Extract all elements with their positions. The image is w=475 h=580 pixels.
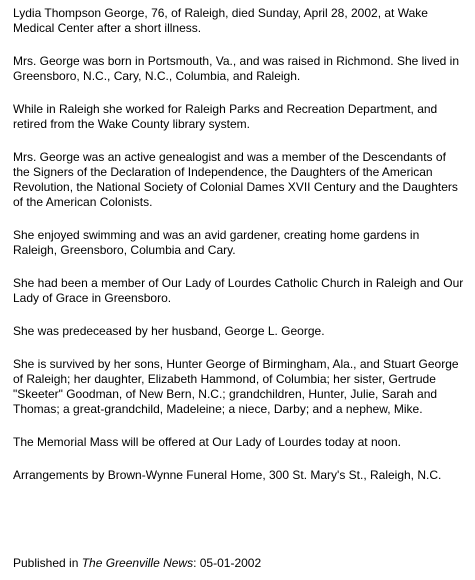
obituary-paragraph-arrangements: Arrangements by Brown-Wynne Funeral Home, 300 St. Mary's St., Raleigh, N.C. — [13, 468, 442, 482]
obituary-paragraph-church: She had been a member of Our Lady of Lourdes Catholic Church in Raleigh and Our Lady of Grace in Greensboro. — [13, 276, 464, 305]
obituary-document — [13, 6, 465, 570]
obituary-paragraph-career: While in Raleigh she worked for Raleigh Parks and Recreation Department, and retired from the Wake County library system. — [13, 102, 438, 131]
obituary-paragraph-survivors: She is survived by her sons, Hunter George of Birmingham, Ala., and Stuart George of Raleigh; her daughter, Elizabeth Hammond, of Columbia; her sister, Gertrude "Skeeter" Goodman, of New Bern, N.C.; grandchildren, Hunter, Julie, Sarah and Thomas; a great-grandchild, Madeleine; a niece, Darby; and a nephew, Mike. — [13, 357, 459, 416]
obituary-paragraph-predeceased: She was predeceased by her husband, George L. George. — [13, 324, 325, 338]
published-date: : 05-01-2002 — [193, 556, 262, 570]
obituary-paragraph-death-notice: Lydia Thompson George, 76, of Raleigh, died Sunday, April 28, 2002, at Wake Medical Center after a short illness. — [13, 6, 428, 35]
obituary-paragraph-hobbies: She enjoyed swimming and was an avid gardener, creating home gardens in Raleigh, Greensboro, Columbia and Cary. — [13, 228, 420, 257]
published-line — [13, 556, 261, 571]
publication-name: The Greenville News — [81, 556, 194, 570]
obituary-paragraph-memorial-mass: The Memorial Mass will be offered at Our Lady of Lourdes today at noon. — [13, 435, 401, 449]
published-prefix: Published in — [13, 556, 82, 570]
obituary-paragraph-memberships: Mrs. George was an active genealogist and was a member of the Descendants of the Signers of the Declaration of Independence, the Daughters of the American Revolution, the National Society of Colonial Dames XVII Century and the Daughters of the American Colonists. — [13, 150, 458, 209]
obituary-paragraph-birth: Mrs. George was born in Portsmouth, Va., and was raised in Richmond. She lived in Greensboro, N.C., Cary, N.C., Columbia, and Raleigh. — [13, 54, 459, 83]
